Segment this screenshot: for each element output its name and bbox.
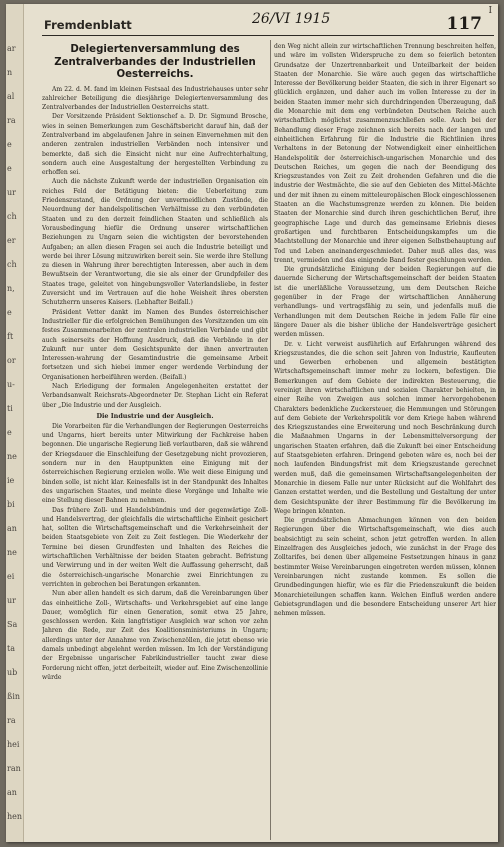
edge-text-fragment: n, — [7, 284, 15, 293]
edge-text-fragment: e — [7, 140, 12, 149]
edge-text-fragment: ft — [7, 332, 14, 341]
edge-text-fragment: ar — [7, 44, 16, 53]
edge-text-fragment: ch — [7, 212, 17, 221]
edge-text-fragment: ur — [7, 596, 16, 605]
edge-text-fragment: e — [7, 428, 12, 437]
edge-text-fragment: ti — [7, 404, 13, 413]
article-body-part-1 — [42, 85, 268, 410]
edge-text-fragment: ie — [7, 476, 15, 485]
edge-text-fragment: ei — [7, 572, 15, 581]
article-body-part-2 — [42, 422, 268, 682]
article-paragraph: Auch die nächste Zukunft werde der industriellen Organisation ein reiches Feld der Betätigung bieten: die Ueberleitung zum Friedenszustand, die Ordnung der unvermeidlichen Zustände, die Neuordnung der handelspolitischen Verhältnisse zu den verbündeten Staaten und zu den derzeit feindlichen Staaten und schließlich als Vorausbedingung hiefür die Ordnung unserer wirtschaftlichen Beziehungen zu Ungarn seien die wichtigsten der bevorstehenden Aufgaben; an allen diesen Fragen sei auch die Industrie beteiligt und werde bei ihrer Lösung mitzuwirken bereit sein. Sie werde ihre Stellung zu diesen in Wahrung ihrer berechtigten Interessen, aber auch in dem Bewußtsein der Verantwortung, die sie als einer der Grundpfeiler des Staates trage, geleitet von hingebungsvoller Vaterlandsliebe, in fester Zuversicht und im Vertrauen auf die hohe Weisheit ihres obersten Schutzherrn unseres Kaisers. (Lebhafter Beifall.) — [42, 178, 268, 307]
edge-text-fragment: an — [7, 788, 17, 797]
article-headline: Delegiertenversammlung des Zentralverbandes der Industriellen Oesterreichs. — [54, 44, 256, 80]
article-body-continued — [274, 42, 496, 618]
edge-text-fragment: ra — [7, 116, 16, 125]
column-divider — [270, 40, 271, 840]
edge-text-fragment: Sa — [7, 620, 18, 629]
edge-text-fragment: ta — [7, 644, 15, 653]
article-paragraph: den Weg nicht allein zur wirtschaftlichen Trennung beschreiten helfen, und wäre im vollsten Widerspruche zu dem so feierlich betonten Grundsatze der Unzertrennbarkeit und Unteilbarkeit der beiden Staaten der Monarchie. Sie wäre auch gegen das wirtschaftliche Interesse der Bevölkerung beider Staaten, die sich in ihrer Eigenart so glücklich ergänzen, und daher auch im vollen Interesse zu der in beiden Staaten immer mehr sich durchdringenden Überzeugung, daß die Monarchie mit dem eng verbündeten Deutschen Reiche auch wirtschaftlich möglichst zusammenzuschließen solle. Auch bei der Behandlung dieser Frage zeichnen sich bereits nach der langen und einheitlichen Erfahrung für die Industrie die Richtlinien ihres Verhaltens in der Betonung der Notwendigkeit einer einheitlichen Handelspolitik der österreichisch-ungarischen Monarchie und des Deutschen Reiches, um gegen die nach der Beendigung des Kriegszustandes von Zeit zu Zeit drohenden Gefahren und die die industrie der Westmächte, die sie auf den Gebieten des Mittel-Mächte und der mit ihnen zu einem mitteleuropäischen Block eingeschlossenen Staaten an die Wachstumsgrenze werden zu können. Die beiden Staaten der Monarchie sind durch ihren geschichtlichen Beruf, ihre geographische Lage und durch das gemeinsame Erlebnis dieses großartigen und furchtbaren Entscheidungskampfes um die Machtstellung der Monarchie und ihrer eigenen Selbstbehauptung auf Tod und Leben aneinandergeschmiedet. Daher muß alles das, was trennt, vermieden und das einigende Band fester geschlungen werden. — [274, 43, 496, 264]
adjacent-clipping-edge — [6, 4, 24, 842]
article-column-right — [274, 42, 496, 842]
article-paragraph: Nach Erledigung der formalen Angelegenheiten erstattet der Verbandsanwalt Reichsrats-Abgeordneter Dr. Stephan Licht ein Referat über „Die Industrie und der Ausgleich. — [42, 383, 268, 409]
newspaper-clipping — [6, 4, 498, 842]
article-paragraph: Das frühere Zoll- und Handelsbündnis und der gegenwärtige Zoll- und Handelsvertrag, der gleichfalls die wirtschaftliche Einheit gesichert hat, sollten die Wirtschaftsgemeinschaft und die Verkehrseinheit der beiden Staatsgebiete von Zeit zu Zeit festlegen. Die Wiederkehr der Termine bei diesen Grundfesten und Inhalten des Reiches die wirtschaftlichen Verhältnisse der beiden Staaten gebracht. Befristung und Verwirrung und in der weiten Welt die Auffassung geherrscht, daß die österreichisch-ungarische Monarchie zwei Einrichtungen zu verrichten in gebrochen bei Beratungen erkannten. — [42, 506, 268, 588]
edge-text-fragment: ra — [7, 716, 16, 725]
edge-text-fragment: e — [7, 164, 12, 173]
edge-text-fragment: ßin — [7, 692, 21, 701]
article-paragraph: Die grundsätzlichen Abmachungen können von den beiden Regierungen über die Wirtschaftsgemeinschaft, wie dies auch beabsichtigt zu sein scheint, schon jetzt getroffen werden. In allen Einzelfragen des Ausgleiches jedoch, wie zunächst in der Frage des Zolltarifes, bei denen über allgemeine Festsetzungen hinaus in ganz bestimmter Weise Vereinbarungen eingetreten werden müssen, können Vereinbarungen nicht zustande kommen. Es sollen die Grundbedingungen hiefür, wie es für die Friedenszukunft die beiden Monarchieteilungen schaffen kann. Welchen Einfluß werden andere Gebietsgrundlagen und die besondere Entscheidung unserer Art hier nehmen müssen. — [274, 517, 496, 618]
article-paragraph: Dr. v. Licht verweist ausführlich auf Erfahrungen während des Kriegszustandes, die die schon seit Jahren von Industrie, Kaufleuten und Gewerben erhobenen und allgemein bestätigten Wirtschaftsgemeinschaft immer mehr zu lockern, befestigen. Die Bemerkungen auf dem Gebiete der indirekten Besteuerung, die vereinigt ihren wirtschaftlichen und sozialen Charakter behielten, in einer Reihe von Zweigen aus solchen immer hervorgehobenen Charakters bedenkliche Zuckersteuer, die Hemmungen und Störungen auf dem Gebiete der Verkehrspolitik vor dem Kriege haben während des Kriegszustandes eine Erweiterung und noch Beschränkung durch die Maßnahmen Ungarns in der Lebensmittelversorgung der ungarischen Staaten erfahren, daß die Zukunft bei einer Entscheidung auf Staatsgebieten erfahren. Dringend geboten wäre es, noch bei der noch laufenden Bindungsfrist mit dem Kriegszustande gerechnet werden muß, daß die gemeinsamen Wirtschaftsangelegenheiten der Monarchie in diesem Falle nur unter Rücksicht auf die Wohlfahrt des Ganzen erstattet werden, und die Bestellung und Gestaltung der unter dem Gesichtspunkte der ihrer Bestimmung für die Bevölkerung im Wege bringen könnten. — [274, 340, 496, 515]
edge-text-fragment: hen — [7, 812, 23, 821]
section-subhead: Die Industrie und der Ausgleich. — [96, 411, 214, 420]
edge-text-fragment: al — [7, 92, 15, 101]
article-paragraph: Die grundsätzliche Einigung der beiden Regierungen auf die dauernde Sicherung der Wirtschaftsgemeinschaft der beiden Staaten ist die unerläßliche Voraussetzung, um dem Deutschen Reiche gegenüber in der Frage der wirtschaftlichen Annäherung verhandlungs- und vertragsfähig zu sein, und jedenfalls muß die Verhandlungen mit dem Deutschen Reiche in jedem Falle für eine längere Dauer als die bisher übliche der Handelsverträge gesichert werden müssen. — [274, 266, 496, 339]
edge-text-fragment: e — [7, 308, 12, 317]
article-paragraph: Der Vorsitzende Präsident Sektionschef a. D. Dr. Sigmund Brosche, wies in seinen Bemerkungen zum Geschäftsbericht darauf hin, daß der Zentralverband im abgelaufenen Jahre in seinen Einvernehmen mit den anderen zentralen industriellen Verbänden noch intensiver und bemerkte, daß sich die Einsicht nicht nur eine Aufrechterhaltung, sondern auch eine Ausgestaltung der hergestellten Verbindung zu erhoffen sei. — [42, 113, 268, 177]
corner-mark: I — [488, 6, 492, 16]
edge-text-fragment: ub — [7, 668, 18, 677]
edge-text-fragment: an — [7, 524, 17, 533]
article-column-left — [42, 42, 268, 842]
article-paragraph: Präsident Vetter dankt im Namen des Bundes österreichischer Industrieller für die erfolgreichen Bemühungen des Vorsitzenden um ein festes Zusammenarbeiten der zentralen industriellen Verbände und gibt auch seinerseits der Hoffnung Ausdruck, daß die Verbände in der Zukunft nur unter dem Gesichtspunkte der ihnen anvertrauten Interessen-wahrung der Gesamtindustrie die gemeinsame Arbeit fortsetzen und sich hiebei immer enger werdende Verbindung der Organisationen herbeiführen werden. (Beifall.) — [42, 308, 268, 381]
edge-text-fragment: ch — [7, 260, 17, 269]
edge-text-fragment: ne — [7, 548, 17, 557]
edge-text-fragment: hei — [7, 740, 20, 749]
edge-text-fragment: ran — [7, 764, 21, 773]
article-paragraph: Am 22. d. M. fand im kleinen Festsaal des Industriehauses unter sehr zahlreicher Beteiligung die diesjährige Delegiertenversammlung des Zentralverbandes der Industriellen Oesterreichs statt. — [42, 85, 268, 112]
edge-text-fragment: ne — [7, 452, 17, 461]
article-paragraph: Die Vorarbeiten für die Verhandlungen der Regierungen Oesterreichs und Ungarns, hiert bereits unter Mitwirkung der Fachkreise haben begonnen. Die ungarische Regierung ließ verlautbaren, daß sie während der Kriegsdauer die Einschleifung der Gesetzgebung nicht provozieren, sondern nur in den Hauptpunkten eine Einigung mit der österreichischen Regierung erzielen wolle. Wie weit diese Einigung und binden solle, ist nicht klar. Keinesfalls ist in der Standpunkt des Inhaltes des ungarischen Staates, und meinte diese Vorgänge und Inhalte wie eine Stellung dieser Bahnen zu nehmen. — [42, 422, 268, 505]
edge-text-fragment: ur — [7, 188, 16, 197]
edge-text-fragment: er — [7, 236, 16, 245]
edge-text-fragment: or — [7, 356, 16, 365]
edge-text-fragment: bi — [7, 500, 15, 509]
article-paragraph: Nun aber allen handelt es sich darum, daß die Vereinbarungen über das einheitliche Zoll-, Wirtschafts- und Verkehrsgebiet auf eine lange Dauer, womöglich für einen Generation, somit etwa 25 Jahre, geschlossen werden. Kein langfristiger Ausgleich war schon vor zehn Jahren die Rede, zur Zeit des Koalitionsministeriums in Ungarn; allerdings unter der Annahme von Zwischenzöllen, die jetzt ebenso wie damals unbedingt abgelehnt werden müssen. Im Ich der Verständigung der Ergebnisse ungarischer Fabrikindustrieller taucht zwar diese Forderung nicht offen, jetzt derbeiteilt, wieder auf. Eine Zwischenzollinie würde — [42, 590, 268, 681]
handwritten-date: 26/VI 1915 — [252, 11, 331, 27]
newspaper-header — [42, 8, 494, 36]
edge-text-fragment: n — [7, 68, 13, 77]
page-number: 117 — [446, 14, 482, 34]
newspaper-name: Fremdenblatt — [44, 18, 132, 32]
edge-text-fragment: u- — [7, 380, 15, 389]
